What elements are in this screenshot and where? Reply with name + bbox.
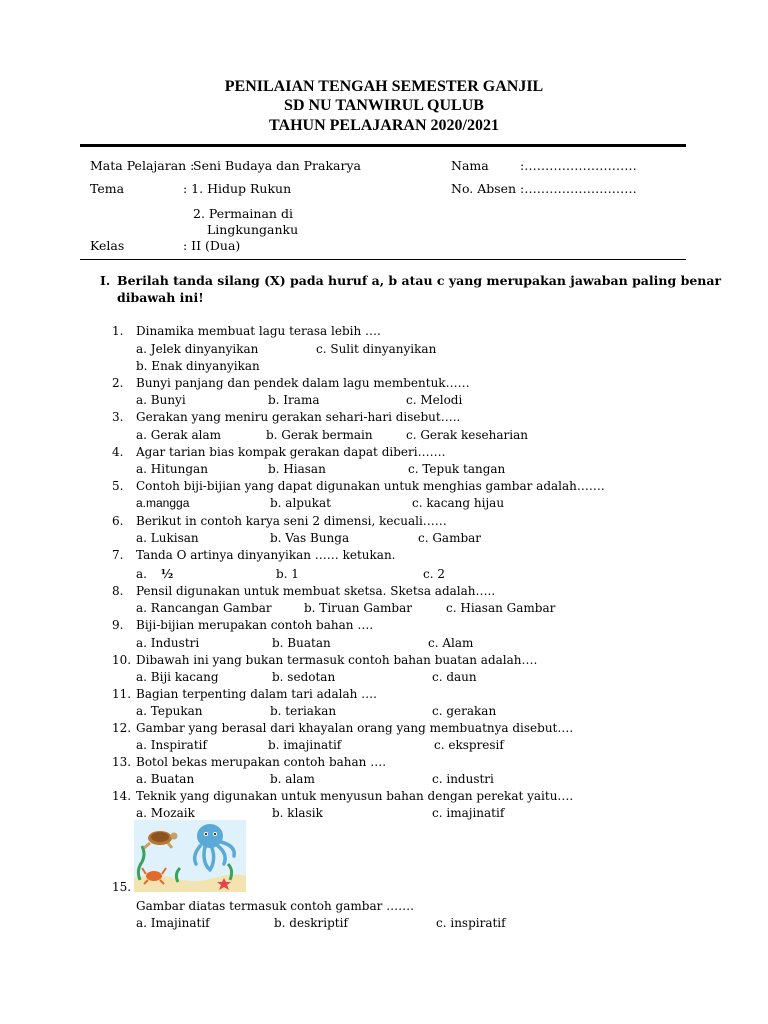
option-a: a. Tepukan xyxy=(136,704,203,718)
question-number: 4. xyxy=(112,445,124,459)
question-text: Gambar yang berasal dari khayalan orang yang membuatnya disebut…. xyxy=(136,721,574,735)
header-line-3: TAHUN PELAJARAN 2020/2021 xyxy=(269,117,499,134)
question-number: 3. xyxy=(112,410,124,424)
question-text: Teknik yang digunakan untuk menyusun bahan dengan perekat yaitu…. xyxy=(136,789,574,803)
tema-label: Tema xyxy=(90,181,125,196)
option-c: c. Tepuk tangan xyxy=(408,462,506,476)
option-a: a. Inspiratif xyxy=(136,738,207,752)
option-b: b. alpukat xyxy=(270,496,331,510)
header-rule-top xyxy=(80,144,686,147)
option-a: a. Bunyi xyxy=(136,393,186,407)
option-c: c. imajinatif xyxy=(432,806,505,820)
kelas-value: : II (Dua) xyxy=(183,238,241,253)
question-text: Dibawah ini yang bukan termasuk contoh bahan buatan adalah…. xyxy=(136,653,538,667)
option-a xyxy=(136,567,173,581)
question-text: Agar tarian bias kompak gerakan dapat diberi……. xyxy=(136,445,446,459)
question-number: 2. xyxy=(112,376,124,390)
option-a: a. Gerak alam xyxy=(136,428,221,442)
question-text: Gerakan yang meniru gerakan sehari-hari disebut….. xyxy=(136,410,461,424)
question-text: Tanda O artinya dinyanyikan …… ketukan. xyxy=(136,548,396,562)
question-number: 5. xyxy=(112,479,124,493)
option-c: c. Melodi xyxy=(406,393,463,407)
option-c: c. gerakan xyxy=(432,704,497,718)
question-number: 7. xyxy=(112,548,124,562)
option-b: b. Tiruan Gambar xyxy=(304,601,413,615)
option-b: b. sedotan xyxy=(272,670,336,684)
option-a: a. Industri xyxy=(136,636,200,650)
option-c: c. ekspresif xyxy=(434,738,504,752)
option-b: b. Irama xyxy=(268,393,320,407)
option-c: c. 2 xyxy=(423,567,445,581)
option-c: c. Hiasan Gambar xyxy=(446,601,556,615)
option-a-value: ½ xyxy=(160,567,174,581)
section-instruction-line-2: dibawah ini! xyxy=(117,290,204,305)
question-text: Berikut in contoh karya seni 2 dimensi, kecuali…… xyxy=(136,514,447,528)
option-b: b. Vas Bunga xyxy=(270,531,350,545)
option-c: c. kacang hijau xyxy=(412,496,505,510)
question-number: 1. xyxy=(112,324,124,338)
nama-value: :……………………… xyxy=(520,158,637,173)
option-a: a. Jelek dinyanyikan xyxy=(136,342,259,356)
option-a: a. Rancangan Gambar xyxy=(136,601,272,615)
option-c: c. Gerak keseharian xyxy=(406,428,528,442)
question-text: Gambar diatas termasuk contoh gambar ……. xyxy=(136,899,414,913)
question-number: 6. xyxy=(112,514,124,528)
header-line-1: PENILAIAN TENGAH SEMESTER GANJIL xyxy=(224,78,544,95)
mapel-label: Mata Pelajaran : xyxy=(90,158,195,173)
option-b: b. Buatan xyxy=(272,636,331,650)
option-a: a. Lukisan xyxy=(136,531,199,545)
kelas-label: Kelas xyxy=(90,238,125,253)
option-b: b. Enak dinyanyikan xyxy=(136,359,260,373)
tema-value-2a: 2. Permainan di xyxy=(193,206,293,221)
option-c: c. daun xyxy=(432,670,477,684)
question-number: 12. xyxy=(112,721,132,735)
question-text: Biji-bijian merupakan contoh bahan …. xyxy=(136,618,374,632)
question-number: 8. xyxy=(112,584,124,598)
tema-value-1: : 1. Hidup Rukun xyxy=(183,181,292,196)
option-a: a. Imajinatif xyxy=(136,916,210,930)
mapel-value: Seni Budaya dan Prakarya xyxy=(193,158,361,173)
question-number: 15. xyxy=(112,880,132,894)
option-a: a.mangga xyxy=(136,496,190,510)
absen-label: No. Absen xyxy=(451,181,517,196)
section-number: I. xyxy=(100,273,111,288)
question-text: Dinamika membuat lagu terasa lebih …. xyxy=(136,324,381,338)
option-a-letter: a. xyxy=(136,567,147,581)
option-a: a. Hitungan xyxy=(136,462,208,476)
header-rule-bottom xyxy=(80,259,686,260)
question-number: 11. xyxy=(112,687,132,701)
question-number: 9. xyxy=(112,618,124,632)
option-b: b. deskriptif xyxy=(274,916,348,930)
option-b: b. klasik xyxy=(272,806,323,820)
question-number: 10. xyxy=(112,653,132,667)
option-a: a. Buatan xyxy=(136,772,195,786)
question-text: Botol bekas merupakan contoh bahan …. xyxy=(136,755,387,769)
question-text: Bagian terpenting dalam tari adalah …. xyxy=(136,687,377,701)
option-c: c. Gambar xyxy=(418,531,482,545)
option-b: b. alam xyxy=(270,772,315,786)
option-c: c. industri xyxy=(432,772,494,786)
header-line-2: SD NU TANWIRUL QULUB xyxy=(284,97,484,114)
option-b: b. imajinatif xyxy=(268,738,342,752)
question-number: 13. xyxy=(112,755,132,769)
nama-label: Nama xyxy=(451,158,489,173)
section-instruction-line-1: Berilah tanda silang (X) pada huruf a, b atau c yang merupakan jawaban paling benar xyxy=(117,273,722,288)
option-c: c. inspiratif xyxy=(436,916,506,930)
option-b: b. teriakan xyxy=(270,704,337,718)
option-a: a. Biji kacang xyxy=(136,670,219,684)
option-a: a. Mozaik xyxy=(136,806,195,820)
option-b: b. Gerak bermain xyxy=(266,428,373,442)
question-number: 14. xyxy=(112,789,132,803)
option-b: b. Hiasan xyxy=(268,462,326,476)
absen-value: :……………………… xyxy=(520,181,637,196)
option-b: b. 1 xyxy=(276,567,299,581)
option-c: c. Alam xyxy=(428,636,474,650)
question-text: Bunyi panjang dan pendek dalam lagu membentuk…… xyxy=(136,376,470,390)
question-text: Pensil digunakan untuk membuat sketsa. Sketsa adalah….. xyxy=(136,584,496,598)
tema-value-2b: Lingkunganku xyxy=(207,222,299,237)
option-c: c. Sulit dinyanyikan xyxy=(316,342,437,356)
sea-animals-illustration xyxy=(134,820,246,892)
question-text: Contoh biji-bijian yang dapat digunakan untuk menghias gambar adalah……. xyxy=(136,479,605,493)
